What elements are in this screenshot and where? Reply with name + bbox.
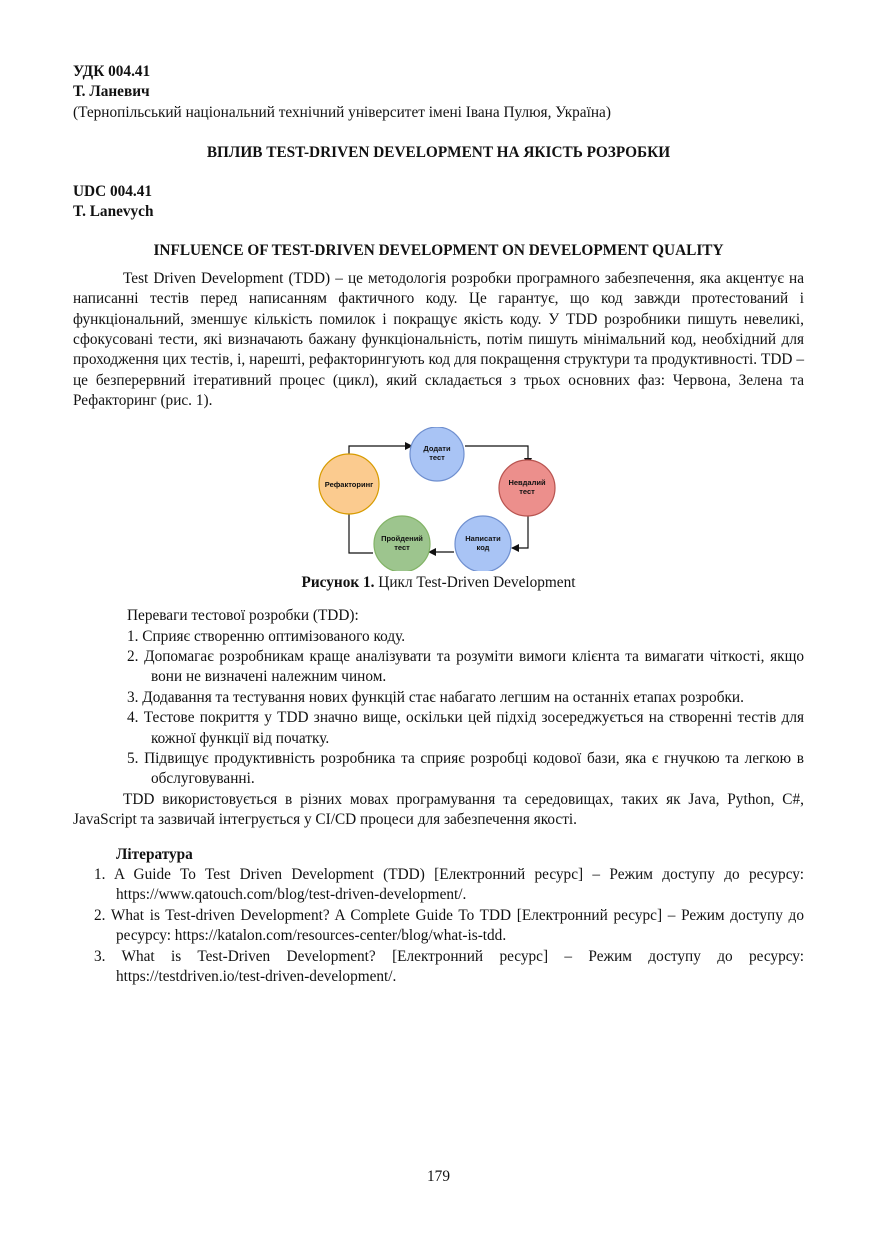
reference-item: 3. What is Test-Driven Development? [Електронний ресурс] – Режим доступу до ресурсу: https://testdriven.io/test-driven-development/.	[94, 947, 804, 985]
title-en: INFLUENCE OF TEST-DRIVEN DEVELOPMENT ON DEVELOPMENT QUALITY	[153, 242, 724, 260]
intro-paragraph: Test Driven Development (TDD) – це методологія розробки програмного забезпечення, яка акцентує на написанні тестів перед написанням фактичного коду. Це гарантує, що код завжди протестований і функціональний, зменшує кількість помилок і покращує якість коду. У TDD розробники пишуть невеликі, сфокусовані тести, які визначають бажану функціональність, потім пишуть мінімальний код, необхідний для проходження цих тестів, і, нарешті, рефакторингують код для покращення структури та продуктивності. TDD – це безперервний ітеративний процес (цикл), який складається з трьох основних фаз: Червона, Зелена та Рефакторинг (рис. 1).	[73, 269, 804, 410]
node-add-test-l2: тест	[429, 452, 445, 462]
node-write-code-l2: код	[476, 542, 490, 552]
advantage-item: 5. Підвищує продуктивність розробника та сприяє розробці кодової бази, яка є гнучкою та легкою в обслуговуванні.	[127, 749, 804, 788]
advantage-item: 4. Тестове покриття у TDD значно вище, оскільки цей підхід зосереджується на створенні тестів для кожної функції від початку.	[127, 709, 804, 747]
tdd-cycle-diagram	[73, 427, 804, 571]
figure-caption	[73, 573, 804, 593]
advantage-item: 3. Додавання та тестування нових функцій стає набагато легшим на останніх етапах розробки.	[127, 688, 744, 706]
node-failed-test-l2: тест	[519, 486, 535, 496]
affiliation: (Тернопільський національний технічний університет імені Івана Пулюя, Україна)	[73, 103, 611, 121]
title-ua: ВПЛИВ TEST-DRIVEN DEVELOPMENT НА ЯКІСТЬ РОЗРОБКИ	[206, 144, 671, 162]
node-passed-test-l2: тест	[394, 542, 410, 552]
author-ua: Т. Ланевич	[73, 83, 150, 101]
node-write-code	[455, 516, 511, 571]
page-number: 179	[427, 1168, 450, 1185]
node-add-test-l1: Додати	[423, 443, 451, 453]
node-refactoring-l1: Рефакторинг	[324, 479, 374, 489]
figure-caption-text: Цикл Test-Driven Development	[374, 573, 576, 591]
node-passed-test	[374, 516, 430, 571]
page-content	[73, 62, 804, 987]
advantages-list	[73, 627, 804, 790]
cycle-svg	[73, 427, 804, 571]
node-refactoring	[319, 454, 379, 514]
references-heading: Література	[116, 845, 193, 863]
reference-item: 2. What is Test-driven Development? A Complete Guide To TDD [Електронний ресурс] – Режим доступу до ресурсу: https://katalon.com/resources-center/blog/what-is-tdd.	[94, 906, 804, 945]
node-passed-test-l1: Пройдений	[381, 533, 423, 543]
node-write-code-l1: Написати	[465, 533, 501, 543]
udc-en: UDC 004.41	[73, 182, 153, 200]
reference-item: 1. A Guide To Test Driven Development (TDD) [Електронний ресурс] – Режим доступу до ресурсу: https://www.qatouch.com/blog/test-driven-development/.	[94, 865, 804, 904]
figure-caption-label: Рисунок 1.	[301, 573, 375, 591]
node-add-test	[410, 427, 464, 481]
references-list	[73, 865, 804, 987]
advantage-item: 1. Сприяє створенню оптимізованого коду.	[127, 627, 406, 645]
node-failed-test-l1: Невдалий	[508, 477, 546, 487]
advantages-heading: Переваги тестової розробки (TDD):	[127, 607, 359, 625]
udc-ua: УДК 004.41	[73, 63, 151, 80]
node-failed-test	[499, 460, 555, 516]
advantage-item: 2. Допомагає розробникам краще аналізувати та розуміти вимоги клієнта та вимагати чіткості, якщо вони не визначені належним чином.	[127, 647, 804, 686]
author-en: T. Lanevych	[73, 203, 154, 221]
closing-paragraph: TDD використовується в різних мовах програмування та середовищах, таких як Java, Python, C#, JavaScript та зазвичай інтегрується у CI/CD процеси для забезпечення якості.	[73, 790, 804, 829]
